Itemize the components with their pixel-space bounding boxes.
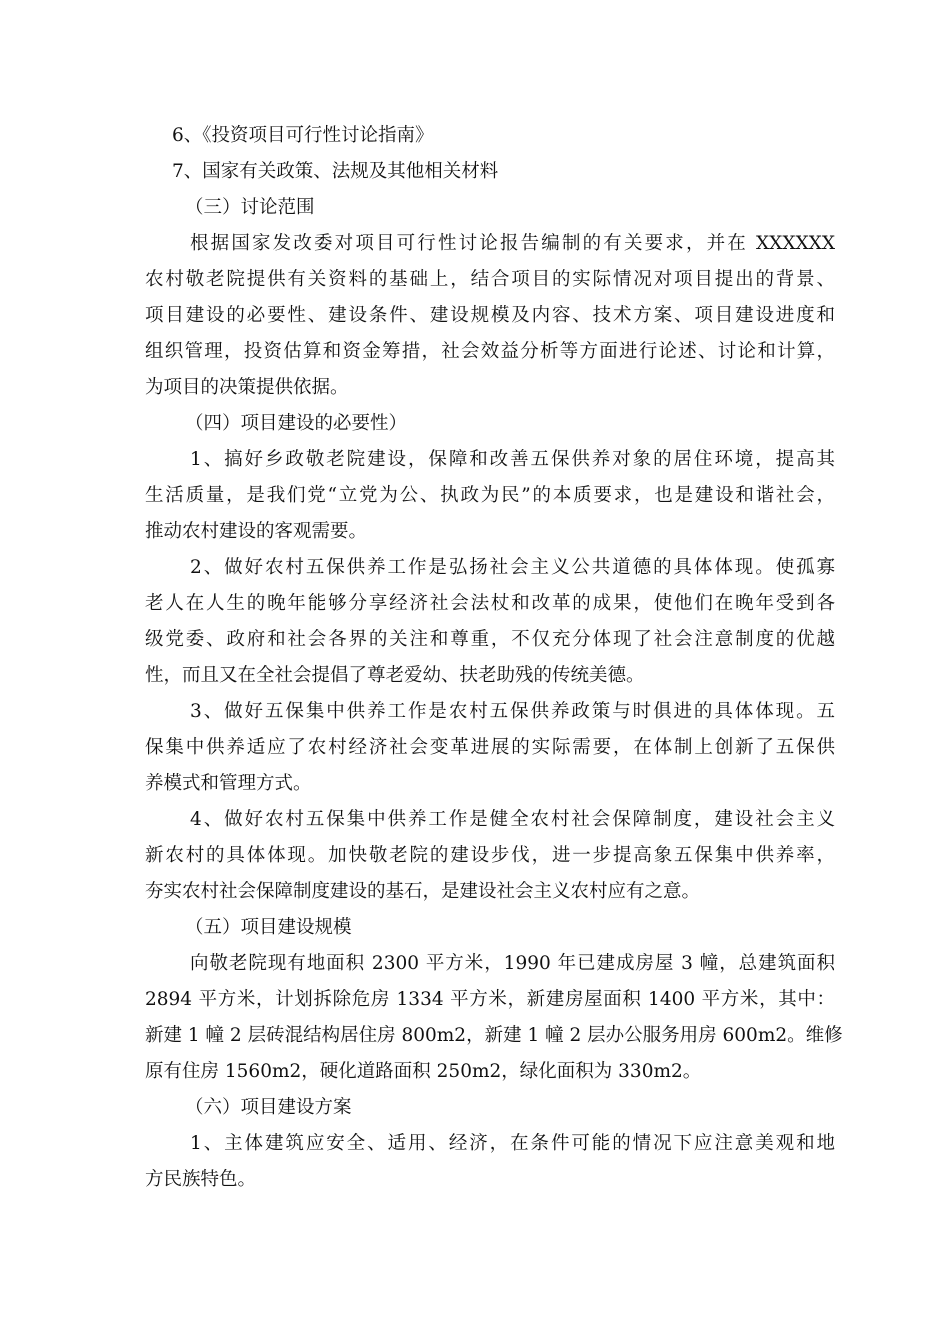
section-heading-6: （六）项目建设方案 <box>185 1097 352 1118</box>
section-heading-5: （五）项目建设规模 <box>185 917 352 938</box>
paragraph-line: 推动农村建设的客观需要。 <box>145 521 368 542</box>
paragraph-line: 方民族特色。 <box>145 1169 257 1190</box>
paragraph-line: 保集中供养适应了农村经济社会变革进展的实际需要，在体制上创新了五保供 <box>145 737 835 758</box>
paragraph-line: 根据国家发改委对项目可行性讨论报告编制的有关要求，并在 XXXXXX <box>190 233 835 254</box>
paragraph-line: 向敬老院现有地面积 2300 平方米，1990 年已建成房屋 3 幢，总建筑面积 <box>190 953 835 974</box>
paragraph-line: 生活质量，是我们党“立党为公、执政为民”的本质要求，也是建设和谐社会， <box>145 485 835 506</box>
paragraph-line: 养模式和管理方式。 <box>145 773 312 794</box>
paragraph-line: 为项目的决策提供依据。 <box>145 377 349 398</box>
paragraph-line: 级党委、政府和社会各界的关注和尊重，不仅充分体现了社会注意制度的优越 <box>145 629 835 650</box>
paragraph-line: 2894 平方米，计划拆除危房 1334 平方米，新建房屋面积 1400 平方米，其中： <box>145 989 835 1010</box>
paragraph-line: 项目建设的必要性、建设条件、建设规模及内容、技术方案、项目建设进度和 <box>145 305 835 326</box>
list-item-7: 7、国家有关政策、法规及其他相关材料 <box>172 161 499 182</box>
list-item-6: 6、《投资项目可行性讨论指南》 <box>172 125 434 146</box>
section-heading-4: （四）项目建设的必要性） <box>185 413 408 434</box>
paragraph-line: 1、搞好乡政敬老院建设，保障和改善五保供养对象的居住环境，提高其 <box>190 449 835 470</box>
paragraph-line: 夯实农村社会保障制度建设的基石，是建设社会主义农村应有之意。 <box>145 881 701 902</box>
paragraph-line: 老人在人生的晚年能够分享经济社会法杖和改革的成果，使他们在晚年受到各 <box>145 593 835 614</box>
paragraph-line: 1、主体建筑应安全、适用、经济，在条件可能的情况下应注意美观和地 <box>190 1133 835 1154</box>
paragraph-line: 性，而且又在全社会提倡了尊老爱幼、扶老助残的传统美德。 <box>145 665 645 686</box>
paragraph-line: 新农村的具体体现。加快敬老院的建设步伐，进一步提高象五保集中供养率， <box>145 845 835 866</box>
paragraph-line: 4、做好农村五保集中供养工作是健全农村社会保障制度，建设社会主义 <box>190 809 835 830</box>
paragraph-line: 原有住房 1560m2，硬化道路面积 250m2，绿化面积为 330m2。 <box>145 1061 702 1082</box>
paragraph-line: 2、做好农村五保供养工作是弘扬社会主义公共道德的具体体现。使孤寡 <box>190 557 835 578</box>
paragraph-line: 组织管理，投资估算和资金筹措，社会效益分析等方面进行论述、讨论和计算， <box>145 341 835 362</box>
section-heading-3: （三）讨论范围 <box>185 197 315 218</box>
paragraph-line: 3、做好五保集中供养工作是农村五保供养政策与时俱进的具体体现。五 <box>190 701 835 722</box>
paragraph-line: 农村敬老院提供有关资料的基础上，结合项目的实际情况对项目提出的背景、 <box>145 269 835 290</box>
paragraph-line: 新建 1 幢 2 层砖混结构居住房 800m2，新建 1 幢 2 层办公服务用房 600m2。维修 <box>145 1025 843 1046</box>
